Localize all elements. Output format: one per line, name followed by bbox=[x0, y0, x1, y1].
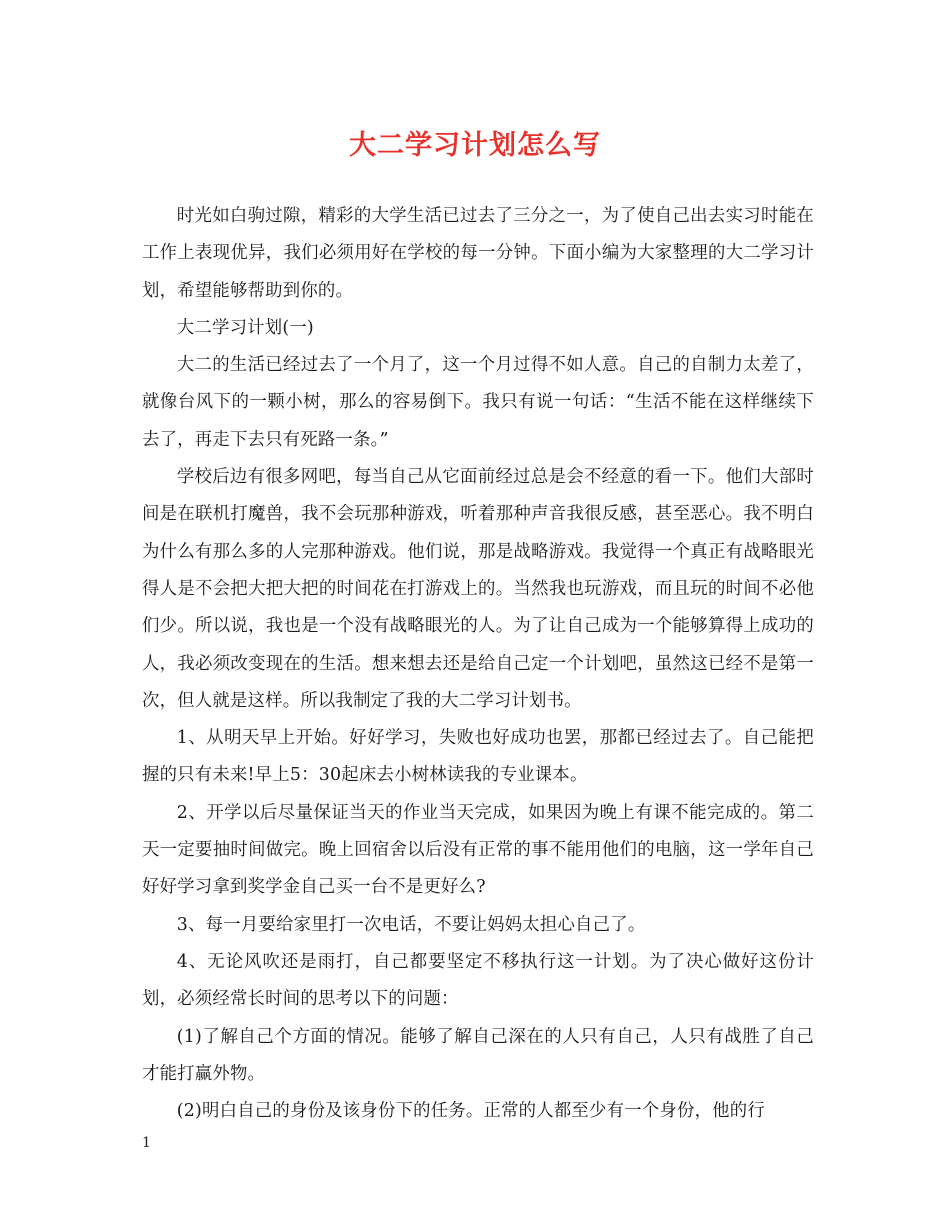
list-item: 4、无论风吹还是雨打，自己都要坚定不移执行这一计划。为了决心做好这份计划，必须经常长时间的思考以下的问题： bbox=[142, 951, 814, 1010]
list-item: 3、每一月要给家里打一次电话，不要让妈妈太担心自己了。 bbox=[176, 914, 646, 935]
sub-list-item: (2)明白自己的身份及该身份下的任务。正常的人都至少有一个身份，他的行 bbox=[176, 1101, 765, 1122]
paragraph-intro: 时光如白驹过隙，精彩的大学生活已过去了三分之一，为了使自己出去实习时能在工作上表现优异，我们必须用好在学校的每一分钟。下面小编为大家整理的大二学习计划，希望能够帮助到你的。 bbox=[142, 206, 814, 301]
sub-list-item: (1)了解自己个方面的情况。能够了解自己深在的人只有自己，人只有战胜了自己才能打赢外物。 bbox=[142, 1026, 814, 1084]
document-body bbox=[142, 198, 814, 1130]
page-number: 1 bbox=[142, 1135, 151, 1151]
document-title: 大二学习计划怎么写 bbox=[349, 130, 601, 161]
list-item: 2、开学以后尽量保证当天的作业当天完成，如果因为晚上有课不能完成的。第二天一定要抽时间做完。晚上回宿舍以后没有正常的事不能用他们的电脑，这一学年自己好好学习拿到奖学金自己买一台不是更好么? bbox=[142, 802, 814, 898]
list-item: 1、从明天早上开始。好好学习，失败也好成功也罢，那都已经过去了。自己能把握的只有未来!早上5：30起床去小树林读我的专业课本。 bbox=[142, 728, 814, 786]
section-heading: 大二学习计划(一) bbox=[176, 317, 314, 338]
paragraph: 学校后边有很多网吧，每当自己从它面前经过总是会不经意的看一下。他们大部时间是在联机打魔兽，我不会玩那种游戏，听着那种声音我很反感，甚至恶心。我不明白为什么有那么多的人完那种游戏。他们说，那是战略游戏。我觉得一个真正有战略眼光得人是不会把大把大把的时间花在打游戏上的。当然我也玩游戏，而且玩的时间不必他们少。所以说，我也是一个没有战略眼光的人。为了让自己成为一个能够算得上成功的人，我必须改变现在的生活。想来想去还是给自己定一个计划吧，虽然这已经不是第一次，但人就是这样。所以我制定了我的大二学习计划书。 bbox=[142, 467, 814, 711]
paragraph: 大二的生活已经过去了一个月了，这一个月过得不如人意。自己的自制力太差了，就像台风下的一颗小树，那么的容易倒下。我只有说一句话：“生活不能在这样继续下去了，再走下去只有死路一条。” bbox=[142, 355, 814, 450]
